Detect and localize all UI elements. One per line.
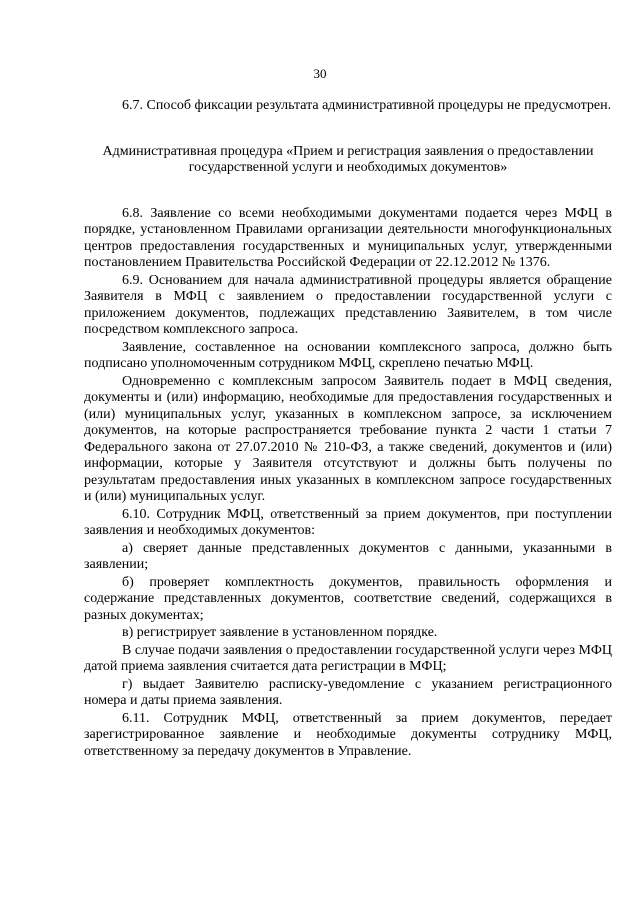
paragraph-complex-request-signed: Заявление, составленное на основании комплексного запроса, должно быть подписано уполномоченным сотрудником МФЦ, скреплено печатью МФЦ. — [84, 339, 612, 371]
paragraph-6-7: 6.7. Способ фиксации результата административной процедуры не предусмотрен. — [122, 98, 612, 113]
paragraph-6-10-a: а) сверяет данные представленных документов с данными, указанными в заявлении; — [84, 540, 612, 572]
paragraph-6-10-v: в) регистрирует заявление в установленном порядке. — [122, 625, 438, 640]
section-heading: Административная процедура «Прием и регистрация заявления о предоставлении государственной услуги и необходимых документов» — [102, 143, 594, 175]
paragraph-6-10-b: б) проверяет комплектность документов, правильность оформления и содержание представленных документов, соответствие сведений, содержащихся в разных документах; — [84, 574, 612, 623]
paragraph-6-11: 6.11. Сотрудник МФЦ, ответственный за прием документов, передает зарегистрированное заявление и необходимые документы сотруднику МФЦ, ответственному за передачу документов в Управление. — [84, 710, 612, 759]
paragraph-6-9: 6.9. Основанием для начала административной процедуры является обращение Заявителя в МФЦ с заявлением о предоставлении государственной услуги с приложением документов, подлежащих представлению Заявителем, в том числе посредством комплексного запроса. — [84, 272, 612, 337]
paragraph-6-8: 6.8. Заявление со всеми необходимыми документами подается через МФЦ в порядке, установленном Правилами организации деятельности многофункциональных центров предоставления государственных и муниципальных услуг, утвержденными постановлением Правительства Российской Федерации от 22.12.2012 № 1376. — [84, 205, 612, 270]
paragraph-receipt-date: В случае подачи заявления о предоставлении государственной услуги через МФЦ датой приема заявления считается дата регистрации в МФЦ; — [84, 642, 612, 674]
paragraph-6-10-g: г) выдает Заявителю расписку-уведомление с указанием регистрационного номера и даты приема заявления. — [84, 676, 612, 708]
paragraph-6-10: 6.10. Сотрудник МФЦ, ответственный за прием документов, при поступлении заявления и необходимых документов: — [84, 506, 612, 538]
paragraph-simultaneous-submission: Одновременно с комплексным запросом Заявитель подает в МФЦ сведения, документы и (или) информацию, необходимые для предоставления государственных и (или) муниципальных услуг, указанных в комплексном запросе, за исключением документов, на которые распространяется требование пункта 2 части 1 статьи 7 Федерального закона от 27.07.2010 № 210-ФЗ, а также сведений, документов и (или) информации, которые у Заявителя отсутствуют и должны быть получены по результатам предоставления иных указанных в комплексном запросе государственных и (или) муниципальных услуг. — [84, 373, 612, 504]
document-body — [84, 98, 612, 760]
page-number: 30 — [313, 66, 327, 81]
